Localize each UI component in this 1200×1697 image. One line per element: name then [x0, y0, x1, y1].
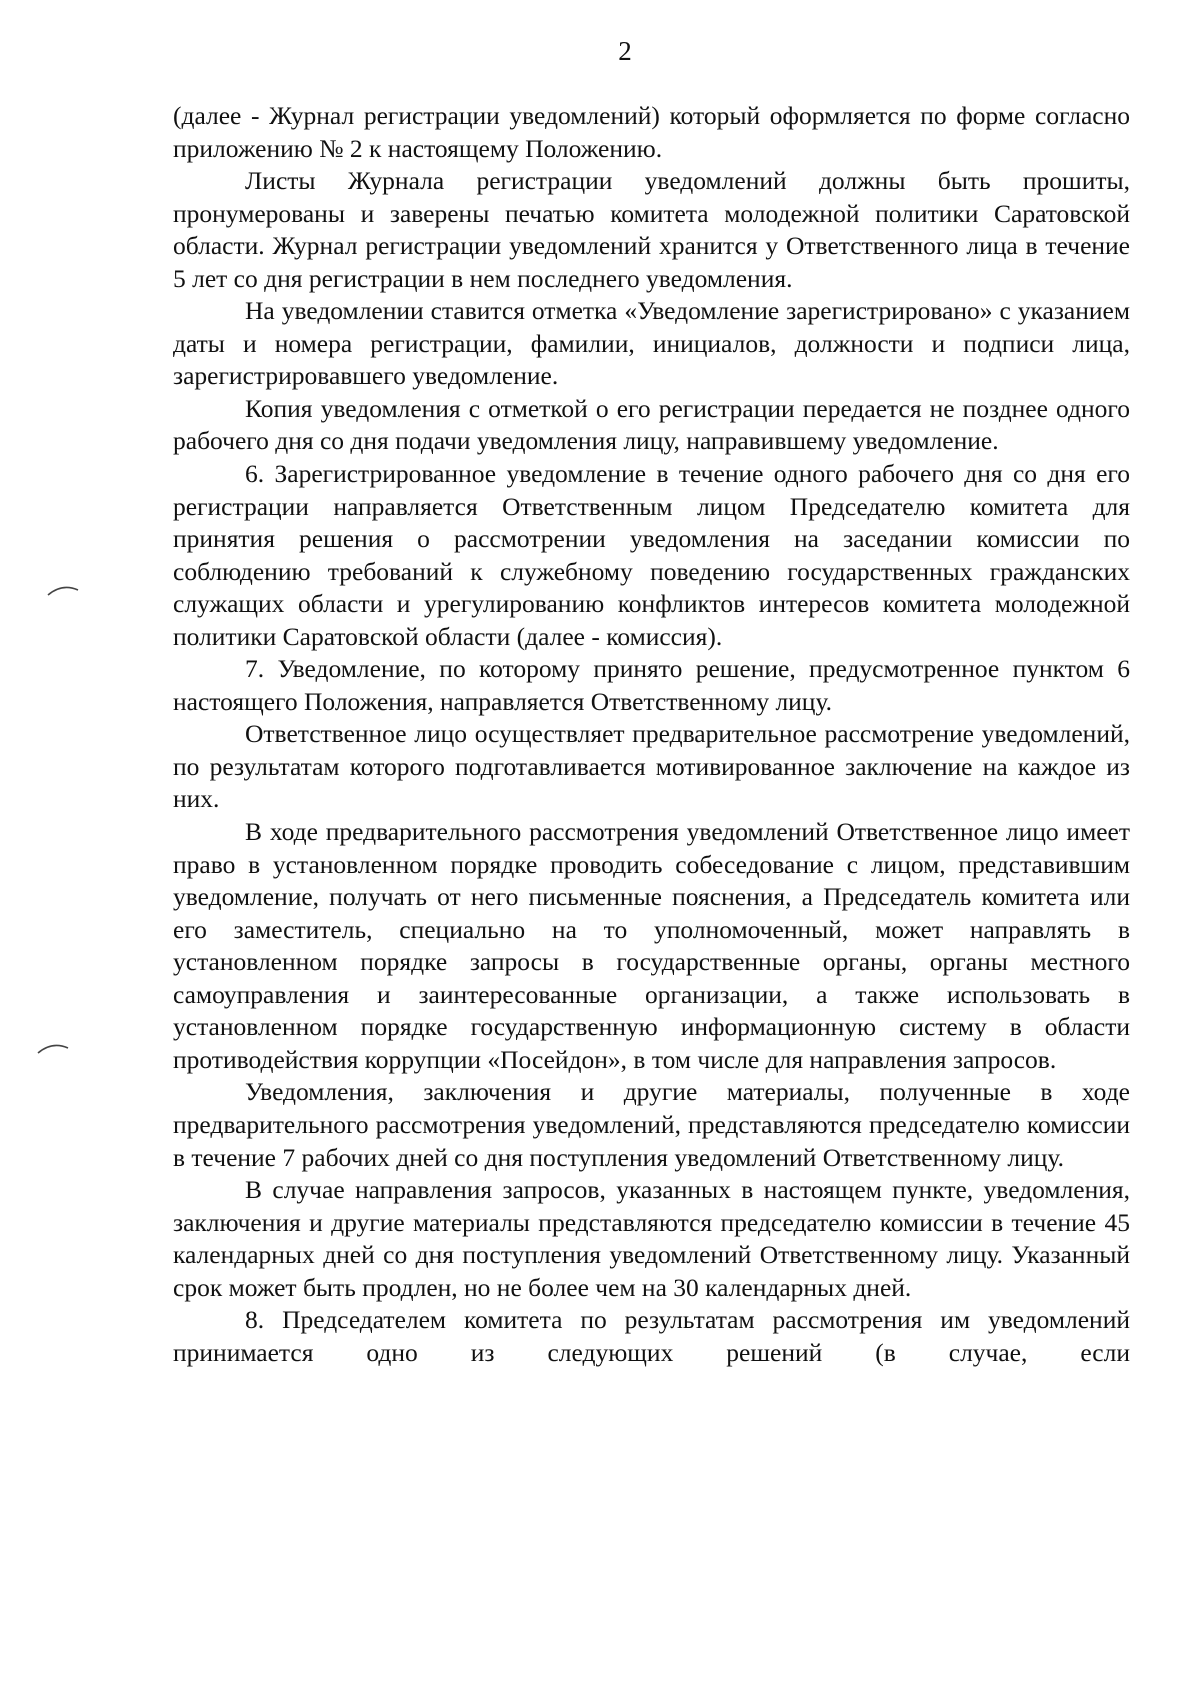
- punch-hole-mark: [46, 581, 80, 597]
- paragraph: 7. Уведомление, по которому принято решение, предусмотренное пунктом 6 настоящего Положения, направляется Ответственному лицу.: [173, 654, 1130, 716]
- paragraph: (далее - Журнал регистрации уведомлений) который оформляется по форме согласно приложению № 2 к настоящему Положению.: [173, 101, 1130, 163]
- paragraph: Уведомления, заключения и другие материалы, полученные в ходе предварительного рассмотрения уведомлений, представляются председателю комиссии в течение 7 рабочих дней со дня поступления уведомлений Ответственному лицу.: [173, 1077, 1130, 1172]
- paragraph: На уведомлении ставится отметка «Уведомление зарегистрировано» с указанием даты и номера регистрации, фамилии, инициалов, должности и подписи лица, зарегистрировавшего уведомление.: [173, 296, 1130, 391]
- paragraph: В случае направления запросов, указанных в настоящем пункте, уведомления, заключения и другие материалы представляются председателю комиссии в течение 45 календарных дней со дня поступления уведомлений Ответственному лицу. Указанный срок может быть продлен, но не более чем на 30 календарных дней.: [173, 1175, 1130, 1302]
- document-body: [173, 100, 1130, 1369]
- paragraph: Листы Журнала регистрации уведомлений должны быть прошиты, пронумерованы и заверены печатью комитета молодежной политики Саратовской области. Журнал регистрации уведомлений хранится у Ответственного лица в течение 5 лет со дня регистрации в нем последнего уведомления.: [173, 166, 1130, 293]
- punch-hole-mark: [36, 1039, 70, 1055]
- paragraph: 8. Председателем комитета по результатам рассмотрения им уведомлений принимается одно из следующих решений (в случае, если: [173, 1305, 1130, 1367]
- paragraph: 6. Зарегистрированное уведомление в течение одного рабочего дня со дня его регистрации направляется Ответственным лицом Председателю комитета для принятия решения о рассмотрении уведомления на заседании комиссии по соблюдению требований к служебному поведению государственных гражданских служащих области и урегулированию конфликтов интересов комитета молодежной политики Саратовской области (далее - комиссия).: [173, 459, 1130, 651]
- page-number: 2: [618, 36, 632, 66]
- paragraph: Ответственное лицо осуществляет предварительное рассмотрение уведомлений, по результатам которого подготавливается мотивированное заключение на каждое из них.: [173, 719, 1130, 814]
- paragraph: В ходе предварительного рассмотрения уведомлений Ответственное лицо имеет право в установленном порядке проводить собеседование с лицом, представившим уведомление, получать от него письменные пояснения, а Председатель комитета или его заместитель, специально на то уполномоченный, может направлять в установленном порядке запросы в государственные органы, органы местного самоуправления и заинтересованные организации, а также использовать в установленном порядке государственную информационную систему в области противодействия коррупции «Посейдон», в том числе для направления запросов.: [173, 817, 1130, 1074]
- paragraph: Копия уведомления с отметкой о его регистрации передается не позднее одного рабочего дня со дня подачи уведомления лицу, направившему уведомление.: [173, 393, 1130, 456]
